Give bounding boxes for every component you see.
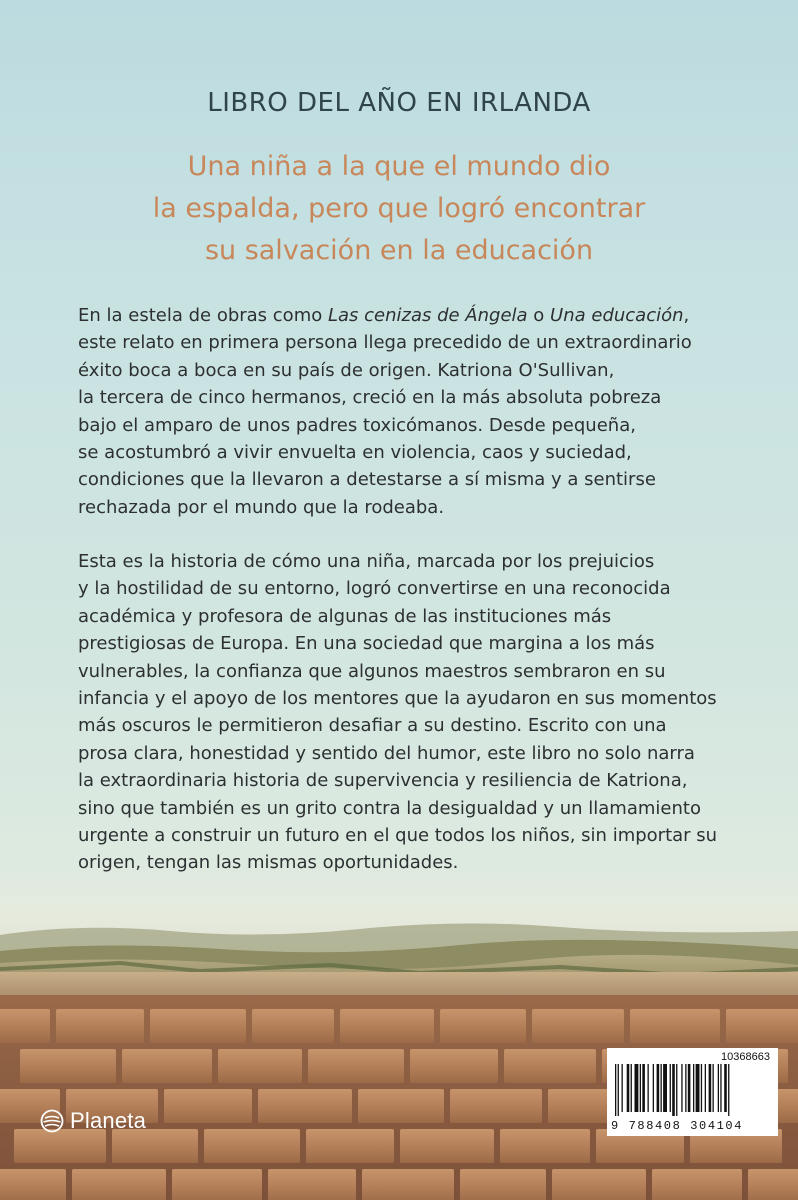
barcode-bar [635,1064,639,1112]
paragraph-line: origen, tengan las mismas oportunidades. [78,852,459,874]
brick [726,1009,798,1043]
barcode-bar [661,1064,662,1112]
barcode-bar [709,1064,712,1112]
paragraph-line: infancia y el apoyo de los mentores que la ayudaron en sus momentos [78,688,717,710]
barcode-bar [648,1064,649,1112]
brick [72,1169,166,1200]
brick [268,1169,356,1200]
brick [500,1129,590,1163]
brick [164,1089,252,1123]
barcode-bar [618,1064,619,1116]
paragraph-line: la tercera de cinco hermanos, creció en la más absoluta pobreza [78,387,662,409]
barcode-bar [627,1064,630,1112]
brick [258,1089,352,1123]
paragraph-line: académica y profesora de algunas de las instituciones más [78,605,612,627]
brick [630,1009,720,1043]
barcode-bar [724,1064,727,1112]
tagline-line: su salvación en la educación [204,235,594,266]
brick [14,1129,106,1163]
paragraph-line: Esta es la historia de cómo una niña, marcada por los prejuicios [78,551,655,572]
tagline [60,146,738,272]
barcode-bar [696,1064,700,1112]
brick [460,1169,546,1200]
brick [218,1049,302,1083]
paragraph-line: bajo el amparo de unos padres toxicómanos. Desde pequeña, [78,414,636,436]
book-title-reference: Una educación [550,305,684,326]
brick [0,1009,50,1043]
barcode-bar [631,1064,632,1112]
brick [252,1009,334,1043]
brick [204,1129,300,1163]
barcode-bar [657,1064,660,1112]
tagline-line: Una niña a la que el mundo dio [187,151,611,182]
barcode-bar [670,1064,671,1112]
barcode-bars [613,1064,772,1116]
text-run: o [527,305,551,326]
brick [340,1009,434,1043]
brick [358,1089,444,1123]
paragraph-line: condiciones que la llevaron a detestarse a sí misma y a sentirse [78,469,656,491]
brick [440,1009,526,1043]
brick [0,1169,66,1200]
synopsis-paragraph-2 [78,548,758,877]
award-kicker: LIBRO DEL AÑO EN IRLANDA [207,88,591,118]
barcode-bar [672,1064,675,1116]
barcode-bar [676,1064,677,1116]
barcode-bar [615,1064,616,1116]
barcode-bar [642,1064,645,1112]
paragraph-line: y la hostilidad de su entorno, logró convertirse en una reconocida [78,578,671,600]
barcode-bar [685,1064,686,1112]
paragraph-line: prosa clara, honestidad y sentido del humor, este libro no solo narra [78,742,695,764]
barcode-bar [622,1064,623,1112]
barcode-bar [653,1064,654,1112]
publisher-logo [40,1108,146,1134]
paragraph-line: sino que también es un grito contra la desigualdad y un llamamiento [78,797,701,819]
brick [306,1129,394,1163]
paragraph-line: este relato en primera persona llega precedido de un extraordinario [78,332,692,354]
product-code: 10368663 [721,1051,770,1063]
brick [122,1049,212,1083]
brick [362,1169,454,1200]
paragraph-line: rechazada por el mundo que la rodeaba. [78,496,445,518]
paragraph-line: la extraordinaria historia de supervivencia y resiliencia de Katriona, [78,770,688,792]
paragraph-line: prestigiosas de Europa. En una sociedad que margina a los más [78,633,655,655]
barcode-bar [728,1064,729,1116]
brick [748,1169,798,1200]
barcode-bar [663,1064,667,1112]
synopsis-paragraph-1 [78,302,758,521]
paragraph-line: se acostumbró a vivir envuelta en violencia, caos y suciedad, [78,442,632,464]
brick-row [0,1169,798,1200]
isbn-barcode [607,1048,778,1136]
paragraph-line [78,302,758,329]
barcode-bar [681,1064,682,1112]
brick [20,1049,116,1083]
isbn-number: 9 788408 304104 [611,1119,744,1133]
paragraph-line: urgente a construir un futuro en el que todos los niños, sin importar su [78,825,718,847]
brick [504,1049,596,1083]
brick [308,1049,404,1083]
brick-row [0,1009,798,1043]
paragraph-line: vulnerables, la confianza que algunos maestros sembraron en su [78,660,666,682]
barcode-bar [693,1064,694,1112]
brick [112,1129,198,1163]
brick [532,1009,624,1043]
tagline-line: la espalda, pero que logró encontrar [152,193,646,224]
book-title-reference: Las cenizas de Ángela [327,305,528,326]
barcode-bar [640,1064,641,1112]
paragraph-line: más oscuros le permitieron desafiar a su destino. Escrito con una [78,715,667,737]
brick [410,1049,498,1083]
paragraph-line: éxito boca a boca en su país de origen. Katriona O'Sullivan, [78,359,615,381]
planeta-globe-icon [40,1109,64,1133]
brick [150,1009,246,1043]
brick [450,1089,542,1123]
barcode-bar [718,1064,719,1112]
barcode-bar [705,1064,706,1112]
barcode-bar [688,1064,691,1112]
brick [400,1129,494,1163]
brick [172,1169,262,1200]
barcode-bar [720,1064,721,1112]
text-run: , [683,305,690,326]
barcode-bar [713,1064,714,1112]
brick [552,1169,646,1200]
brick [56,1009,144,1043]
barcode-bar [701,1064,702,1112]
publisher-name: Planeta [70,1108,147,1133]
text-run: En la estela de obras como [78,305,328,326]
brick [652,1169,742,1200]
